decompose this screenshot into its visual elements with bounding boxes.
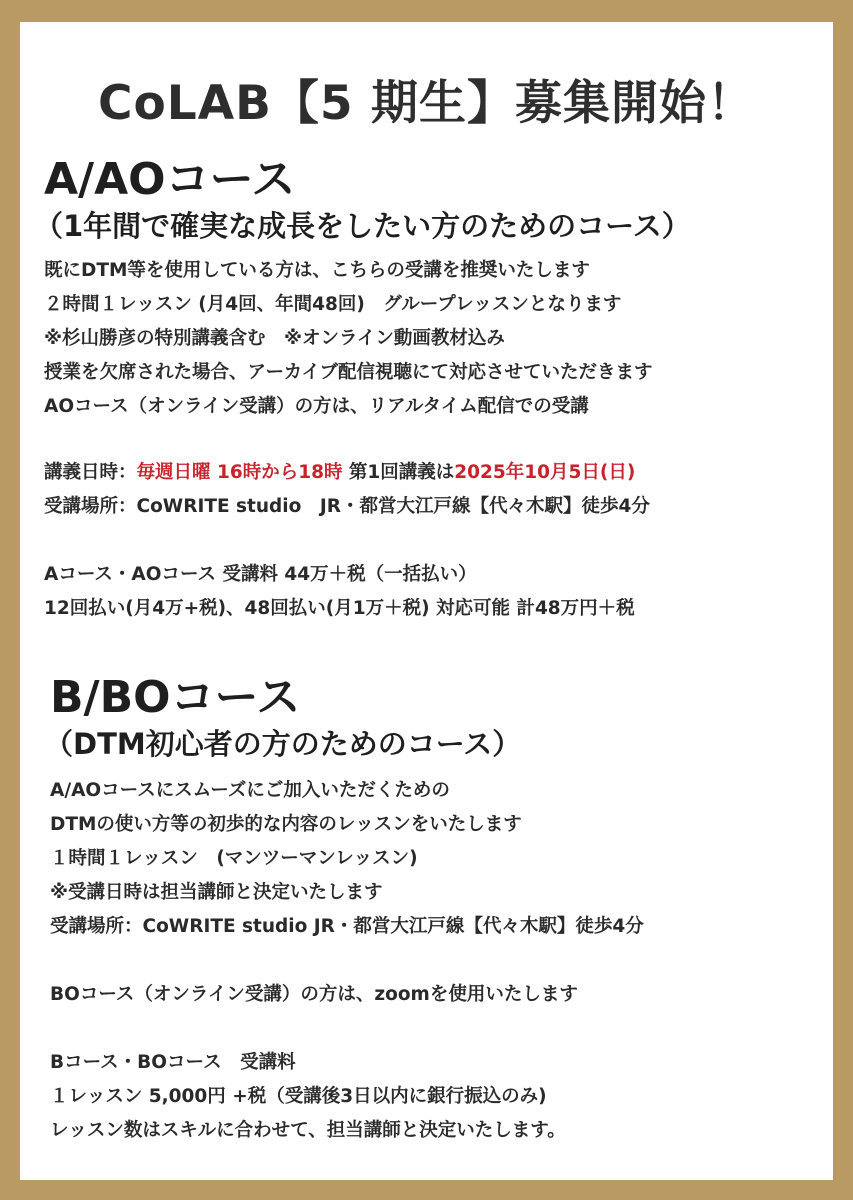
- course-b-line: DTMの使い方等の初歩的な内容のレッスンをいたします: [50, 814, 522, 835]
- course-b-online-note: BOコース（オンライン受講）の方は、zoomを使用いたします: [50, 984, 578, 1005]
- schedule-first-label: 第1回講義は: [342, 462, 455, 483]
- course-b-fee: Bコース・BOコース 受講料: [50, 1052, 296, 1073]
- course-a-schedule: [44, 460, 635, 486]
- course-a-subheading: （1年間で確実な成長をしたい方のためのコース）: [34, 209, 691, 243]
- course-b-line: A/AOコースにスムーズにご加入いただくための: [50, 780, 450, 801]
- course-a-fee: 12回払い(月4万+税)、48回払い(月1万＋税) 対応可能 計48万円＋税: [44, 598, 635, 619]
- course-b-fee: １レッスン 5,000円 +税（受講後3日以内に銀行振込のみ): [50, 1086, 547, 1107]
- page-title: CoLAB【5 期生】募集開始！: [98, 76, 755, 131]
- course-a-heading: A/AOコース: [44, 154, 296, 205]
- course-b-fee: レッスン数はスキルに合わせて、担当講師と決定いたします。: [50, 1120, 566, 1141]
- course-a-venue: 受講場所：CoWRITE studio JR・都営大江戸線【代々木駅】徒歩4分: [44, 496, 650, 517]
- course-a-line: 既にDTM等を使用している方は、こちらの受講を推奨いたします: [44, 260, 590, 281]
- course-b-heading: B/BOコース: [50, 672, 301, 723]
- course-a-line: ２時間１レッスン (月4回、年間48回) グループレッスンとなります: [44, 294, 622, 315]
- flyer-card: [20, 22, 833, 1180]
- course-b-line: ※受講日時は担当講師と決定いたします: [50, 882, 383, 903]
- course-a-line: 授業を欠席された場合、アーカイブ配信視聴にて対応させていただきます: [44, 362, 653, 383]
- course-b-line: １時間１レッスン (マンツーマンレッスン): [50, 848, 418, 869]
- course-a-line: ※杉山勝彦の特別講義含む ※オンライン動画教材込み: [44, 328, 505, 349]
- schedule-label: 講義日時：: [44, 462, 137, 483]
- schedule-time: 毎週日曜 16時から18時: [136, 462, 343, 483]
- course-a-line: AOコース（オンライン受講）の方は、リアルタイム配信での受講: [44, 396, 589, 417]
- schedule-first-date: 2025年10月5日(日): [454, 462, 636, 483]
- course-b-line: 受講場所：CoWRITE studio JR・都営大江戸線【代々木駅】徒歩4分: [50, 916, 644, 937]
- course-b-subheading: （DTM初心者の方のためのコース）: [44, 727, 522, 761]
- course-a-fee: Aコース・AOコース 受講料 44万＋税（一括払い）: [44, 564, 477, 585]
